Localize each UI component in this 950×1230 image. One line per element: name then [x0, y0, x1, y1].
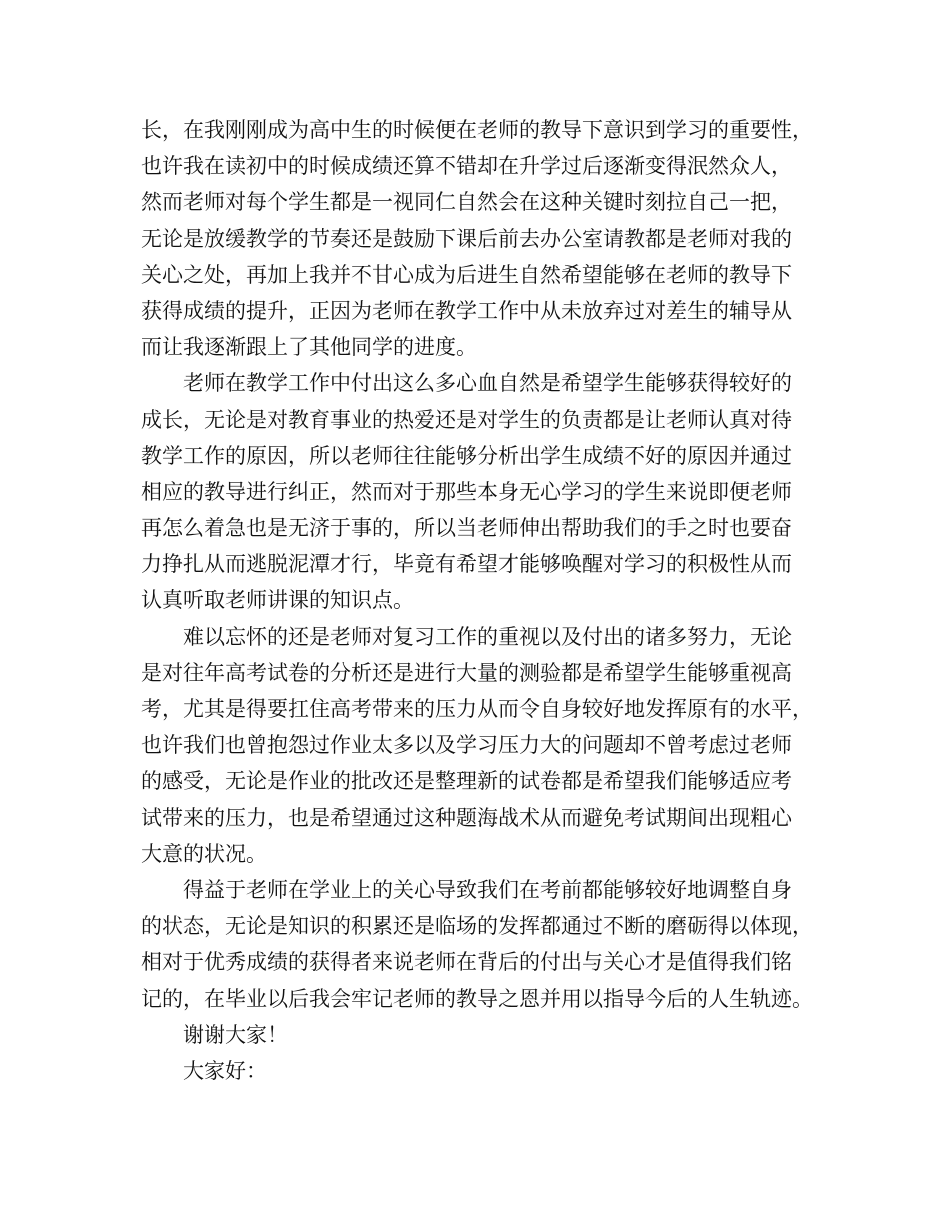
text-line: 老师在教学工作中付出这么多心血自然是希望学生能够获得较好的	[183, 371, 792, 396]
text-line: 也许我在读初中的时候成绩还算不错却在升学过后逐渐变得泯然众人，	[141, 154, 792, 179]
paragraph	[141, 872, 841, 1017]
text-line: 教学工作的原因，所以老师往往能够分析出学生成绩不好的原因并通过	[141, 443, 792, 468]
text-line: 无论是放缓教学的节奏还是鼓励下课后前去办公室请教都是老师对我的	[141, 226, 792, 251]
text-line: 而让我逐渐跟上了其他同学的进度。	[141, 335, 477, 360]
text-line: 试带来的压力，也是希望通过这种题海战术从而避免考试期间出现粗心	[141, 805, 792, 830]
text-line: 相应的教导进行纠正，然而对于那些本身无心学习的学生来说即便老师	[141, 479, 792, 504]
paragraph	[141, 365, 841, 618]
text-line: 是对往年高考试卷的分析还是进行大量的测验都是希望学生能够重视高	[141, 660, 792, 685]
text-line: 关心之处，再加上我并不甘心成为后进生自然希望能够在老师的教导下	[141, 262, 792, 287]
text-line: 的感受，无论是作业的批改还是整理新的试卷都是希望我们能够适应考	[141, 769, 792, 794]
text-line: 再怎么着急也是无济于事的，所以当老师伸出帮助我们的手之时也要奋	[141, 516, 792, 541]
text-line: 得益于老师在学业上的关心导致我们在考前都能够较好地调整自身	[183, 877, 792, 902]
text-line: 认真听取老师讲课的知识点。	[141, 588, 414, 613]
text-line: 获得成绩的提升，正因为老师在教学工作中从未放弃过对差生的辅导从	[141, 298, 792, 323]
text-line: 相对于优秀成绩的获得者来说老师在背后的付出与关心才是值得我们铭	[141, 950, 792, 975]
paragraph	[141, 1017, 841, 1053]
text-line: 谢谢大家！	[183, 1022, 288, 1047]
text-line: 考，尤其是得要扛住高考带来的压力从而令自身较好地发挥原有的水平，	[141, 697, 813, 721]
text-line: 的状态，无论是知识的积累还是临场的发挥都通过不断的磨砺得以体现，	[141, 914, 813, 939]
text-line: 大家好：	[183, 1058, 267, 1083]
text-line: 长，在我刚刚成为高中生的时候便在老师的教导下意识到学习的重要性，	[141, 118, 813, 142]
paragraph	[141, 1053, 841, 1089]
text-line: 力挣扎从而逃脱泥潭才行，毕竟有希望才能够唤醒对学习的积极性从而	[141, 552, 792, 577]
text-line: 难以忘怀的还是老师对复习工作的重视以及付出的诸多努力，无论	[183, 624, 792, 649]
text-line: 成长，无论是对教育事业的热爱还是对学生的负责都是让老师认真对待	[141, 407, 792, 432]
text-line: 记的，在毕业以后我会牢记老师的教导之恩并用以指导今后的人生轨迹。	[141, 986, 813, 1011]
text-line: 然而老师对每个学生都是一视同仁自然会在这种关键时刻拉自己一把，	[141, 190, 792, 215]
text-line: 大意的状况。	[141, 841, 267, 866]
paragraph	[141, 112, 841, 365]
text-line: 也许我们也曾抱怨过作业太多以及学习压力大的问题却不曾考虑过老师	[141, 733, 792, 758]
paragraph	[141, 619, 841, 872]
document-body	[141, 112, 841, 1089]
